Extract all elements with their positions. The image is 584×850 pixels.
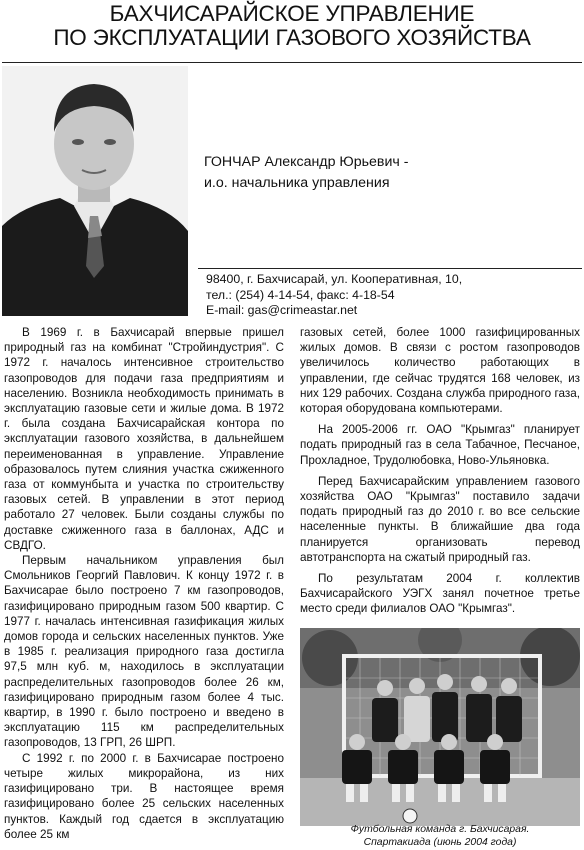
team-photo bbox=[300, 628, 580, 826]
article-column-left bbox=[4, 325, 284, 842]
page-title bbox=[0, 2, 584, 50]
header-divider bbox=[2, 62, 582, 63]
team-photo-caption bbox=[300, 823, 580, 849]
portrait-image bbox=[2, 66, 188, 316]
contacts-divider bbox=[198, 268, 582, 269]
contact-email: E-mail: gas@crimeastar.net bbox=[206, 303, 358, 317]
caption-line-1: Футбольная команда г. Бахчисарая. bbox=[350, 824, 530, 835]
contact-phone: тел.: (254) 4-14-54, факс: 4-18-54 bbox=[206, 287, 395, 302]
team-photo-image bbox=[300, 628, 580, 826]
article-paragraph: По результатам 2004 г. коллектив Бахчисарайского УЭГХ занял почетное третье место среди филиалов ОАО "Крымгаз". bbox=[300, 572, 580, 616]
contact-address: 98400, г. Бахчисарай, ул. Кооперативная, 10, bbox=[206, 272, 463, 286]
person-name-title bbox=[204, 152, 408, 194]
article-paragraph: газовых сетей, более 1000 газифицированных жилых домов. В связи с ростом газопроводов увеличилось количество работающих в управлении, где сейчас трудятся 168 человек, из них 129 рабочих. Создана служба природного газа, которая оборудована компьютерами. bbox=[300, 326, 580, 416]
article-paragraph: Перед Бахчисарайским управлением газового хозяйства ОАО "Крымгаз" поставило задачи подать природный газ до 2010 г. во все сельские населенные пункты. В ближайшие два года планируется организовать перевод автотранспорта на сжатый природный газ. bbox=[300, 474, 580, 564]
page-title-line-1: БАХЧИСАРАЙСКОЕ УПРАВЛЕНИЕ bbox=[109, 1, 475, 26]
page-title-line-2: ПО ЭКСПЛУАТАЦИИ ГАЗОВОГО ХОЗЯЙСТВА bbox=[53, 25, 531, 50]
caption-line-2: Спартакиада (июнь 2004 года) bbox=[363, 837, 517, 848]
person-position: и.о. начальника управления bbox=[204, 175, 390, 191]
article-paragraph: В 1969 г. в Бахчисарай впервые пришел природный газ на комбинат "Стройиндустрия". С 1972 г. началось интенсивное строительство газопроводов для подачи газа предприятиям и населению. Возникла необходимость принимать в эксплуатацию газовые сети и жилые дома. В 1972 г. была создана Бахчисарайская контора по эксплуатации газового хозяйства, в дальнейшем переименованная в управление. Управление образовалось путем слияния участка сжиженного газа от коммунбыта и участка по строительству газовых сетей. В управлении в этот период работало 27 человек. Были созданы службы по доставке сжиженного газа в баллонах, АДС и СВДГО. bbox=[4, 326, 284, 552]
article-paragraph: С 1992 г. по 2000 г. в Бахчисарае построено четыре жилых микрорайона, из них газифицировано три. В настоящее время газифицировано более 25 сельских населенных пунктов. Каждый год сдается в эксплуатацию более 25 км bbox=[4, 751, 284, 841]
person-name: ГОНЧАР Александр Юрьевич - bbox=[204, 154, 409, 170]
article-column-right bbox=[300, 325, 580, 623]
portrait-photo bbox=[2, 66, 188, 316]
contact-block bbox=[206, 272, 462, 319]
article-paragraph: На 2005-2006 гг. ОАО "Крымгаз" планирует подать природный газ в села Табачное, Песчаное, Прохладное, Трудолюбовка, Ново-Ульяновка. bbox=[300, 423, 580, 467]
article-paragraph: Первым начальником управления был Смольников Георгий Павлович. К концу 1972 г. в Бахчисарае было построено 7 км газопроводов, газифицировано природным газом 500 квартир. С 1977 г. началась интенсивная газификация жилых домов города и сельских населенных пунктов. Уже в 1985 г. реализация природного газа достигла 97,5 млн куб. м, находилось в эксплуатации распределительных газопроводов более 26 км, газифицировано природным газом более 4 тыс. квартир, в 1990 г. было построено и введено в эксплуатацию 115 км распределительных газопроводов, 13 ГРП, 26 ШРП. bbox=[4, 554, 284, 750]
